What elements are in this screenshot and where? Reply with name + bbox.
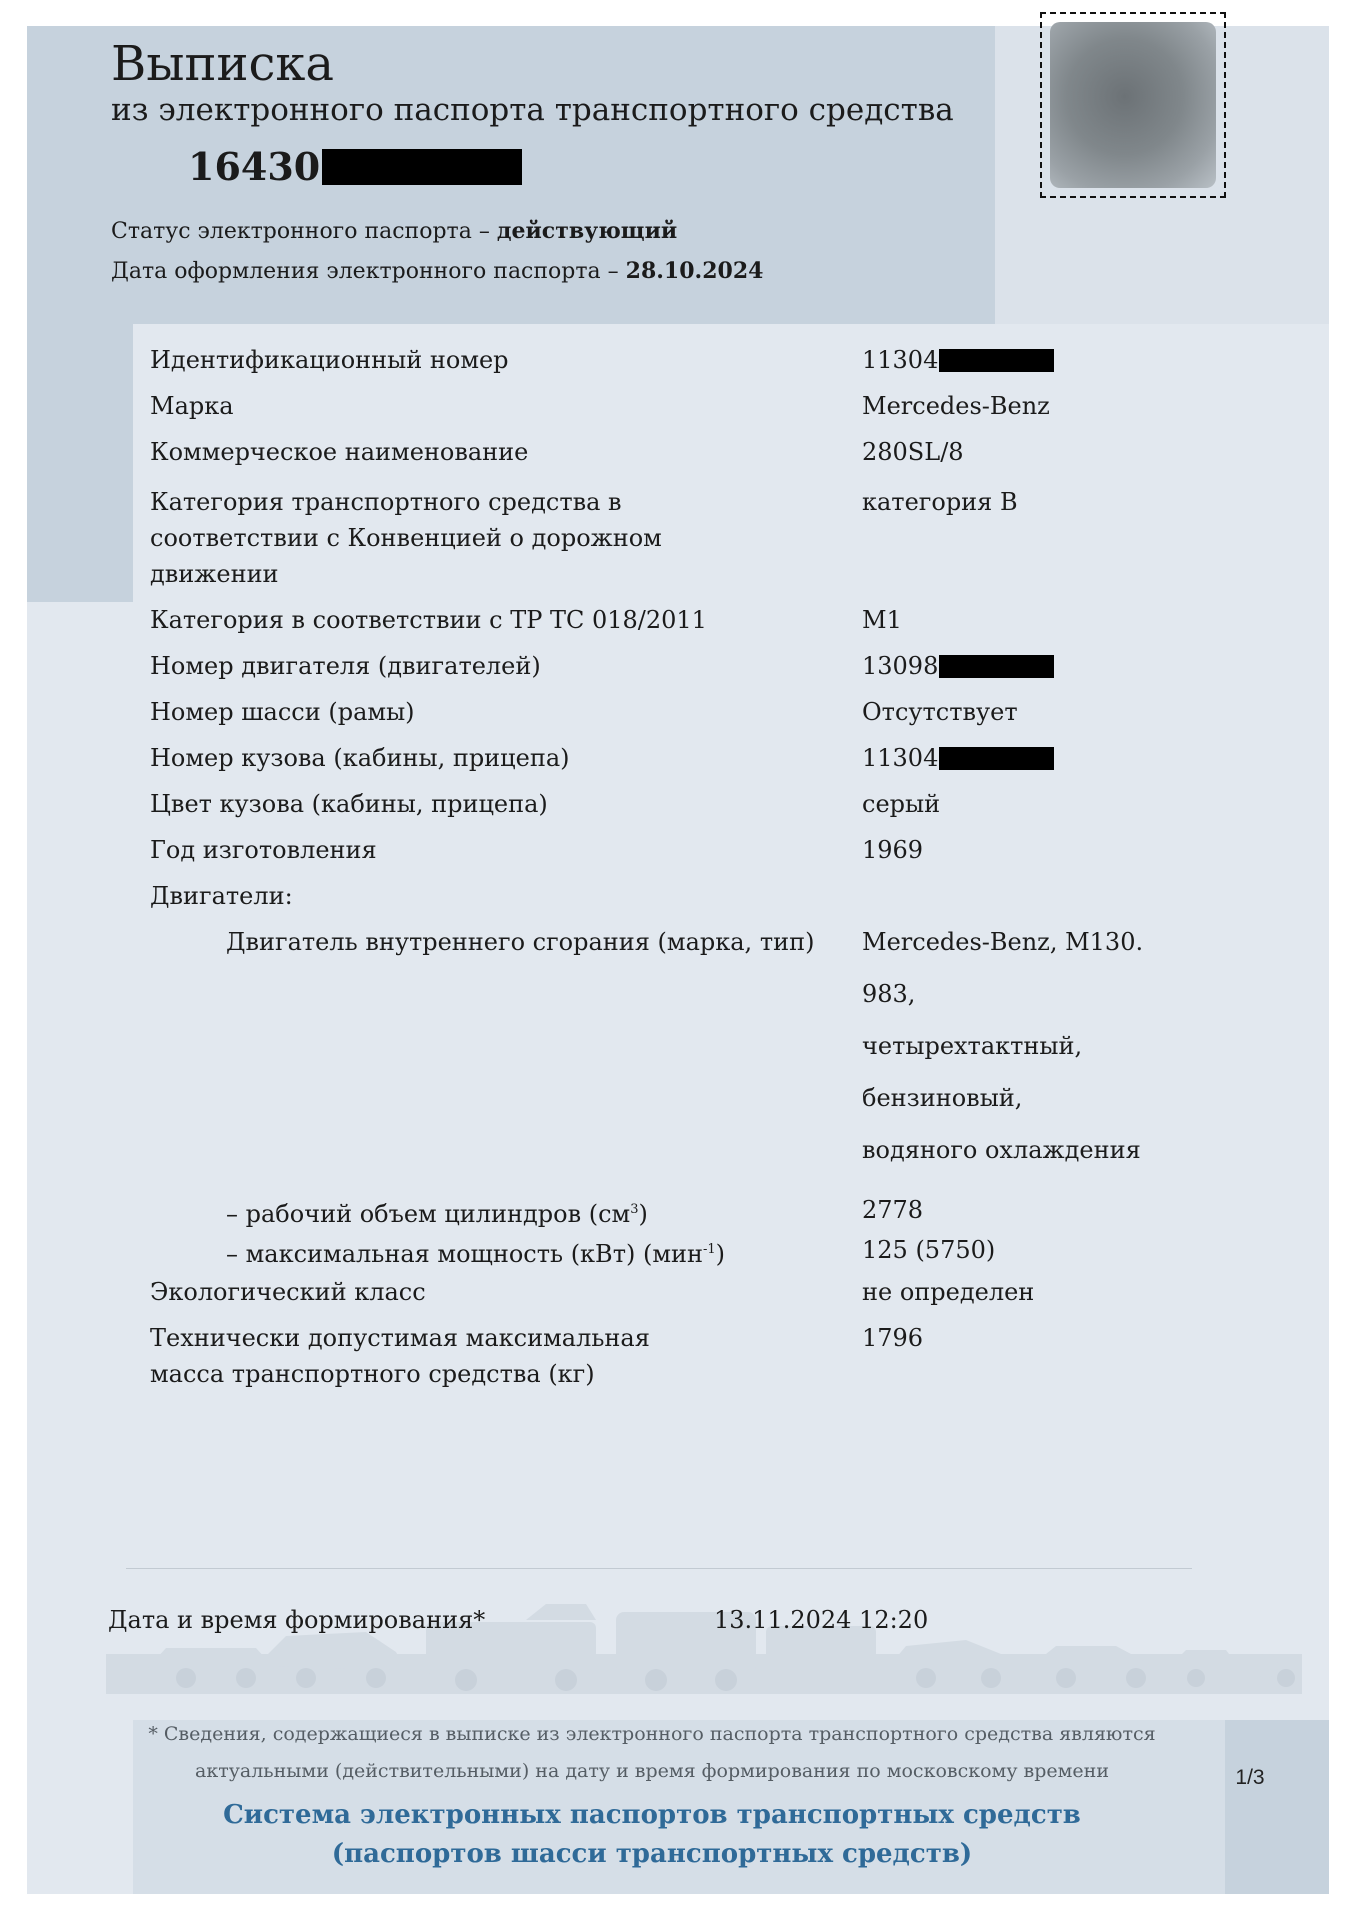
passport-status (111, 218, 677, 244)
redaction-bar (939, 655, 1054, 678)
field-value-commercial-name: 280SL/8 (862, 438, 964, 466)
field-value-category-convention: категория В (862, 488, 1018, 516)
field-label-displacement (226, 1192, 826, 1232)
field-label-power (226, 1232, 826, 1272)
footnote-line: актуальными (действительными) на дату и время формирования по московскому времени (195, 1760, 1109, 1782)
field-label-commercial-name: Коммерческое наименование (150, 438, 529, 466)
field-label-chassis-number: Номер шасси (рамы) (150, 698, 415, 726)
status-label: Статус электронного паспорта – (111, 219, 497, 244)
field-label-year: Год изготовления (150, 836, 377, 864)
redaction-bar (322, 149, 522, 185)
field-value-power: 125 (5750) (862, 1236, 996, 1264)
issue-date-label: Дата оформления электронного паспорта – (111, 259, 626, 284)
qr-code-frame (1040, 12, 1226, 198)
redaction-bar (939, 747, 1054, 770)
field-label-vin: Идентификационный номер (150, 346, 509, 374)
document-title: Выписка (111, 36, 334, 92)
field-label-category-convention: Категория транспортного средства в соответствии с Конвенцией о дорожном движении (150, 488, 662, 588)
field-label-make: Марка (150, 392, 234, 420)
field-label-ice: Двигатель внутреннего сгорания (марка, тип) (226, 928, 815, 956)
power-sup: -1 (703, 1242, 716, 1257)
field-label-body-color: Цвет кузова (кабины, прицепа) (150, 790, 548, 818)
field-value-eco-class: не определен (862, 1278, 1035, 1306)
engine-number-text: 13098 (862, 652, 939, 680)
field-value-engine-number (862, 648, 1054, 684)
field-label-category-tr: Категория в соответствии с ТР ТС 018/2011 (150, 606, 707, 634)
page-number: 1/3 (1235, 1766, 1265, 1789)
issue-date-value: 28.10.2024 (625, 258, 764, 284)
ice-value-line: водяного охлаждения (862, 1136, 1141, 1164)
footnote-line: * Сведения, содержащиеся в выписке из электронного паспорта транспортного средства являются (148, 1723, 1156, 1745)
power-label-end: ) (715, 1240, 726, 1268)
field-value-body-color: серый (862, 790, 941, 818)
vin-text: 11304 (862, 346, 939, 374)
status-value: действующий (496, 218, 678, 244)
field-value-category-tr: M1 (862, 606, 902, 634)
ice-value-line: четырехтактный, (862, 1032, 1083, 1060)
qr-code-icon (1040, 12, 1226, 198)
field-value-make: Mercedes-Benz (862, 392, 1050, 420)
system-name (106, 1796, 1198, 1874)
document-subtitle: из электронного паспорта транспортного средства (111, 92, 954, 128)
field-value-max-mass: 1796 (862, 1324, 924, 1352)
field-label-max-mass: Технически допустимая максимальная масса транспортного средства (кг) (150, 1324, 650, 1388)
engines-heading: Двигатели: (150, 882, 293, 910)
field-value-chassis-number: Отсутствует (862, 698, 1018, 726)
passport-number-text: 16430 (188, 144, 321, 189)
redaction-bar (939, 349, 1054, 372)
system-name-line: Система электронных паспортов транспортных средств (223, 1800, 1081, 1830)
ice-value-line: Mercedes-Benz, M130. (862, 928, 1144, 956)
field-label-engine-number: Номер двигателя (двигателей) (150, 652, 541, 680)
field-value-vin (862, 342, 1054, 378)
ice-value-line: 983, (862, 980, 916, 1008)
power-label-text: – максимальная мощность (кВт) (мин (226, 1240, 703, 1268)
field-value-ice (862, 924, 1143, 1184)
field-label-eco-class: Экологический класс (150, 1278, 426, 1306)
generated-datetime-label: Дата и время формирования* (108, 1606, 486, 1634)
system-name-line: (паспортов шасси транспортных средств) (331, 1839, 973, 1869)
displacement-label-text: – рабочий объем цилиндров (см (226, 1200, 631, 1228)
footer-corner-band (1225, 1720, 1329, 1894)
field-value-body-number (862, 740, 1054, 776)
left-decor-band (27, 324, 133, 602)
displacement-label-end: ) (638, 1200, 648, 1228)
displacement-sup: 3 (630, 1202, 639, 1217)
field-label-body-number: Номер кузова (кабины, прицепа) (150, 744, 570, 772)
passport-number (188, 144, 522, 189)
body-number-text: 11304 (862, 744, 939, 772)
passport-issue-date (111, 258, 763, 284)
ice-value-line: бензиновый, (862, 1084, 1023, 1112)
field-value-year: 1969 (862, 836, 924, 864)
footnote (106, 1716, 1198, 1790)
generated-datetime-value: 13.11.2024 12:20 (714, 1606, 929, 1634)
divider (126, 1568, 1192, 1569)
field-value-displacement: 2778 (862, 1196, 924, 1224)
